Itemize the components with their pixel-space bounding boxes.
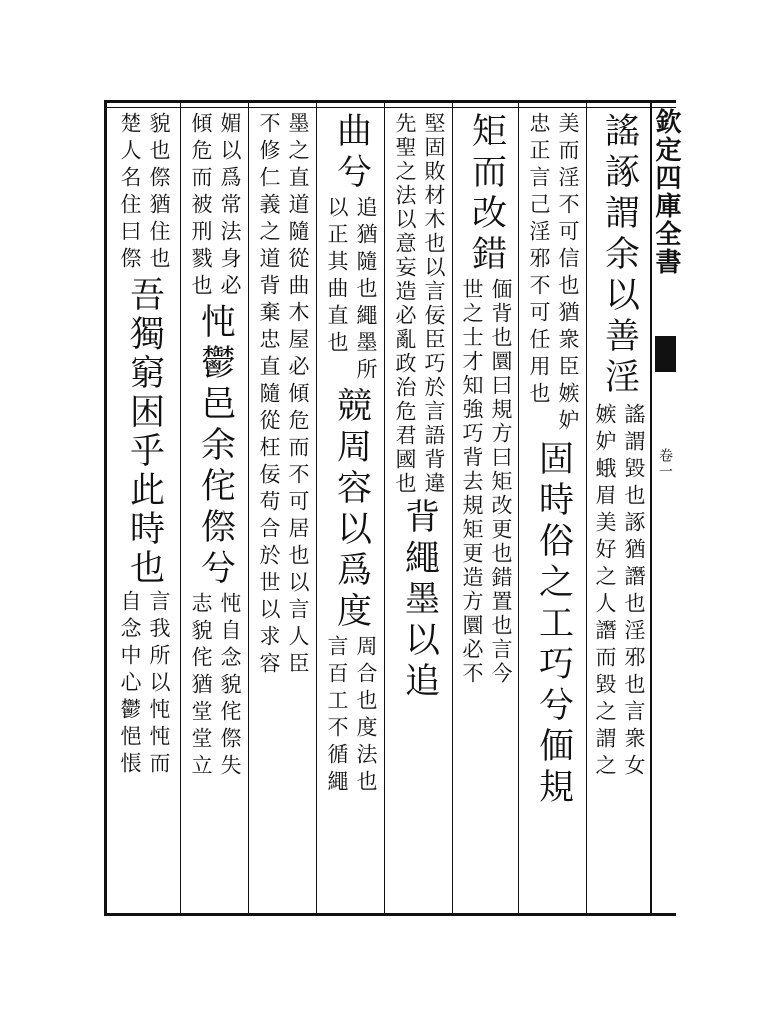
commentary-left: 忠正言己淫邪不可任用也: [527, 112, 551, 409]
main-text: 曲兮: [331, 112, 372, 194]
top-border-rule-inner: [104, 107, 676, 108]
text-column-3: [454, 112, 518, 686]
commentary-pair: [326, 635, 376, 797]
column-divider: [518, 103, 519, 913]
commentary-pair: [461, 278, 511, 686]
commentary-pair: [394, 112, 444, 496]
left-border-rule: [104, 100, 107, 916]
commentary-pair: [119, 590, 169, 779]
commentary-pair: [528, 112, 578, 436]
commentary-left: 自念中心鬱悒悵: [118, 590, 142, 779]
commentary-right: 謠謂毀也諑猶譖也淫邪也言衆女: [622, 403, 646, 781]
bottom-border-rule: [104, 913, 676, 916]
commentary-left: 先聖之法以意妄造必亂政治危君國也: [393, 112, 417, 496]
commentary-left: 楚人名住曰傺: [118, 112, 142, 274]
commentary-pair: [190, 592, 240, 781]
main-text: 謠諑謂余以善淫: [599, 112, 640, 399]
commentary-right: 偭背也圜曰規方曰矩改更也錯置也言今: [489, 278, 513, 686]
commentary-left: 傾危而被刑戮也: [189, 112, 213, 301]
chapter-mark: 卷一: [657, 448, 673, 480]
main-text: 忳鬱邑余侘傺兮: [195, 303, 236, 590]
column-divider: [452, 103, 453, 913]
main-text: 競周容以爲度: [331, 387, 372, 633]
commentary-right: 忳自念貌侘傺失: [218, 592, 242, 781]
text-column-2: [520, 112, 586, 809]
commentary-right: 追猶隨也繩墨所: [354, 196, 378, 385]
commentary-right: 媚以爲常法身必: [218, 112, 242, 301]
text-column-7: [182, 112, 248, 781]
commentary-right: 墨之直道隨從曲木屋必傾危而不可居也以言人臣: [286, 112, 310, 679]
title-column: [651, 108, 681, 276]
commentary-pair: [326, 196, 376, 385]
commentary-left: 以正其曲直也: [325, 196, 349, 358]
main-text: 吾獨窮困乎此時也: [124, 276, 165, 588]
commentary-left: 嫉妒蛾眉美好之人譖而毀之謂之: [593, 403, 617, 781]
main-text: 固時俗之工巧兮偭規: [533, 440, 574, 809]
column-divider: [384, 103, 385, 913]
column-divider: [248, 103, 249, 913]
commentary-right: 言我所以忳忳而: [147, 590, 171, 779]
column-divider: [316, 103, 317, 913]
commentary-pair: [190, 112, 240, 301]
chapter-mark-column: [656, 448, 674, 480]
commentary-right: 美而淫不可信也猶衆臣嫉妒: [556, 112, 580, 436]
commentary-pair: [594, 403, 644, 781]
title-black-tab: [655, 336, 676, 372]
commentary-left: 志貌侘猶堂堂立: [189, 592, 213, 781]
commentary-pair: [258, 112, 308, 679]
book-title: 欽定四庫全書: [651, 108, 681, 276]
main-text: 矩而改錯: [466, 112, 507, 276]
commentary-right: 周合也度法也: [354, 635, 378, 797]
text-column-8: [108, 112, 180, 779]
commentary-left: 言百工不循繩: [325, 635, 349, 797]
commentary-left: 不修仁義之道背棄忠直隨從枉佞苟合於世以求容: [257, 112, 281, 679]
commentary-left: 世之士才知強巧背去規矩更造方圜必不: [460, 278, 484, 686]
column-divider: [586, 103, 587, 913]
commentary-right: 貌也傺猶住也: [147, 112, 171, 274]
top-border-rule: [104, 100, 676, 103]
text-column-5: [318, 112, 384, 797]
main-text: 背繩墨以追: [399, 498, 440, 703]
text-column-4: [386, 112, 452, 703]
commentary-right: 堅固敗材木也以言佞臣巧於言語背違: [422, 112, 446, 496]
column-divider: [180, 103, 181, 913]
commentary-pair: [119, 112, 169, 274]
text-column-6: [250, 112, 316, 679]
text-column-1: [588, 112, 650, 781]
